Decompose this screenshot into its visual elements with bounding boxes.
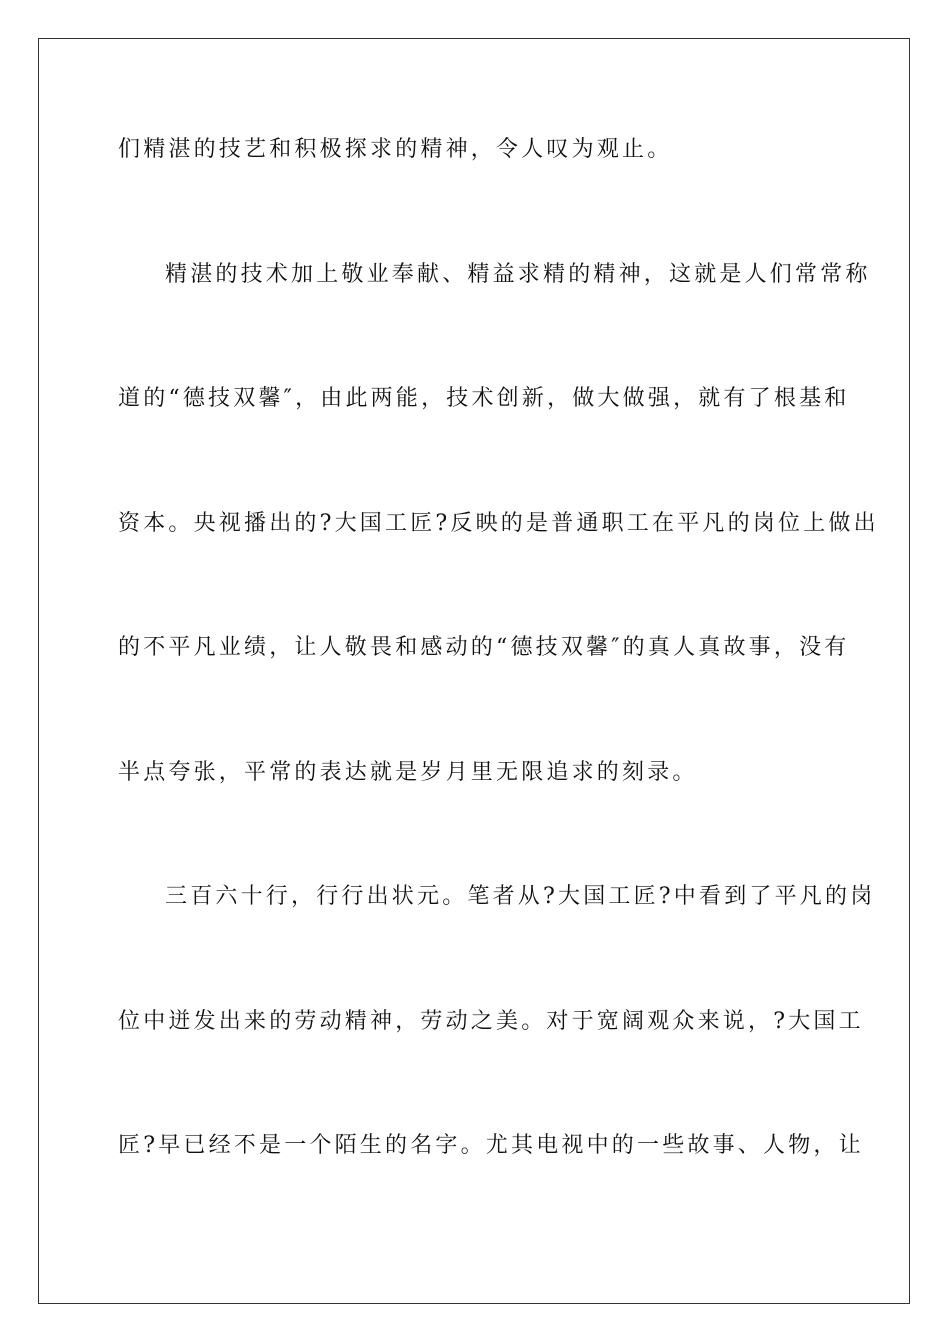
text-line: 们精湛的技艺和积极探求的精神，令人叹为观止。 <box>118 137 673 162</box>
text-line: 半点夸张，平常的表达就是岁月里无限追求的刻录。 <box>118 760 698 785</box>
paragraph-start-line: 三百六十行，行行出状元。笔者从?大国工匠?中看到了平凡的岗 <box>165 884 876 909</box>
page-border <box>38 38 910 1304</box>
text-line: 匠?早已经不是一个陌生的名字。尤其电视中的一些故事、人物，让 <box>118 1133 864 1158</box>
text-line: 的不平凡业绩，让人敬畏和感动的“德技双馨″的真人真故事，没有 <box>118 635 850 660</box>
paragraph-start-line: 精湛的技术加上敬业奉献、精益求精的精神，这就是人们常常称 <box>165 262 871 287</box>
text-line: 资本。央视播出的?大国工匠?反映的是普通职工在平凡的岗位上做出 <box>118 511 879 536</box>
text-line: 道的“德技双馨″，由此两能，技术创新，做大做强，就有了根基和 <box>118 386 850 411</box>
text-line: 位中迸发出来的劳动精神，劳动之美。对于宽阔观众来说，?大国工 <box>118 1009 864 1034</box>
